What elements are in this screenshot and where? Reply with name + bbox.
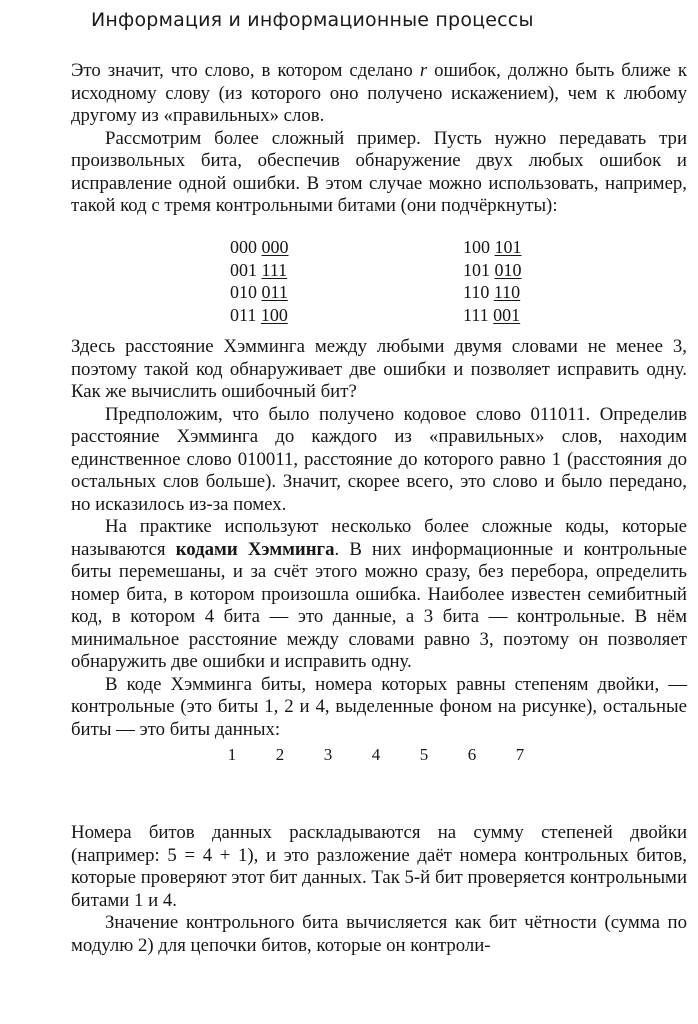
data-bits: 100 <box>463 237 490 257</box>
text-block-intro <box>71 60 687 218</box>
bit-number: 2 <box>275 745 285 764</box>
control-bits: 111 <box>261 259 288 280</box>
paragraph: Предположим, что было получено кодовое слово 011011. Определив расстояние Хэмминга до каждого из «правильных» слов, находим единственное слово 010011, расстояние до которого равно 1 (расстояния до остальных слов больше). Значит, скорее всего, это слово и было передано, но исказилось из-за помех. <box>71 403 687 515</box>
paragraph: Здесь расстояние Хэмминга между любыми двумя словами не менее 3, поэтому такой код обнаруживает две ошибки и позволяет исправить одну. Как же вычислить ошибочный бит? <box>71 336 687 402</box>
bit-number: 4 <box>371 745 381 764</box>
data-bits: 000 <box>230 237 257 257</box>
paragraph: Номера битов данных раскладываются на сумму степеней двойки (например: 5 = 4 + 1), и это разложение даёт номера контрольных битов, которые проверяют этот бит данных. Так 5-й бит проверяется контрольными битами 1 и 4. <box>71 822 687 911</box>
code-word <box>463 281 522 304</box>
code-word <box>463 259 522 282</box>
data-bits: 011 <box>230 304 257 325</box>
code-word <box>230 259 289 282</box>
control-bits: 101 <box>494 237 522 257</box>
control-bits: 011 <box>261 282 288 302</box>
data-bits: 010 <box>230 282 257 302</box>
control-bits: 010 <box>494 259 522 280</box>
data-bits: 110 <box>463 282 490 302</box>
bit-number-row <box>220 745 550 771</box>
bit-number: 7 <box>515 745 525 764</box>
bit-number: 5 <box>419 745 429 764</box>
text-block-hamming <box>71 336 687 741</box>
term-hamming-codes: кодами Хэмминга <box>175 538 335 560</box>
paragraph: Рассмотрим более сложный пример. Пусть нужно передавать три произвольных бита, обеспечив обнаружение двух любых ошибок и исправление одной ошибки. В этом случае можно использовать, например, такой код с тремя контрольными битами (они подчёркнуты): <box>71 127 687 216</box>
code-word <box>463 304 522 327</box>
paragraph: Значение контрольного бита вычисляется как бит чётности (сумма по модулю 2) для цепочки битов, которые он контроли- <box>71 912 687 956</box>
data-bits: 001 <box>230 259 257 280</box>
data-bits: 111 <box>463 304 489 325</box>
code-word <box>230 304 289 327</box>
control-bits: 110 <box>493 282 521 302</box>
paragraph: В коде Хэмминга биты, номера которых равны степеням двойки, — контрольные (это биты 1, 2 и 4, выделенные фоном на рисунке), остальные биты — это биты данных: <box>71 673 687 740</box>
bit-number: 3 <box>323 745 333 764</box>
variable-r: r <box>419 60 428 81</box>
paragraph <box>71 60 687 128</box>
text-fragment: ошибок, должно быть ближе к исходному слову (из которого оно получено искажением), чем к любому другому из «правильных» слов. <box>71 60 687 126</box>
text-fragment: На практике используют несколько более сложные коды, которые называются <box>71 516 687 560</box>
bit-number: 6 <box>467 745 477 764</box>
code-word <box>463 236 522 259</box>
bit-number: 1 <box>227 745 237 764</box>
control-bits: 001 <box>493 304 521 325</box>
text-block-control-bits <box>71 822 687 957</box>
text-fragment: . В них информационные и контрольные биты перемешаны, и за счёт этого можно сразу, без перебора, определить номер бита, в котором произошла ошибка. Наиболее известен семибитный код, в котором 4 бита — это данные, а 3 бита — контрольные. В нём минимальное расстояние между словами равно 3, поэтому он позволяет обнаружить две ошибки и исправить одну. <box>71 538 687 672</box>
code-word <box>230 281 289 304</box>
paragraph <box>71 516 687 674</box>
control-bits: 100 <box>260 304 288 325</box>
running-header: Информация и информационные процессы <box>91 9 534 31</box>
code-column-left <box>230 236 289 326</box>
text-fragment: Это значит, что слово, в котором сделано <box>71 60 420 81</box>
control-bits: 000 <box>261 237 289 257</box>
code-word <box>230 236 289 259</box>
data-bits: 101 <box>463 259 490 280</box>
code-column-right <box>463 236 522 326</box>
